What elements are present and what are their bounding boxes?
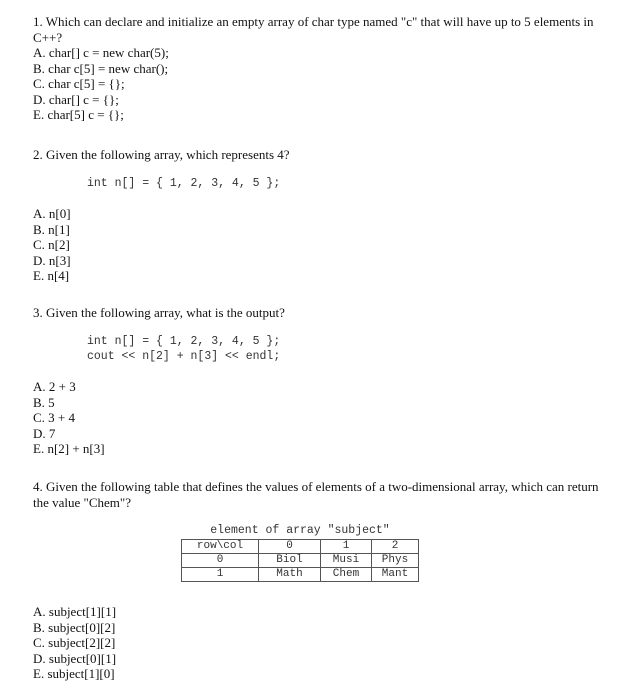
option-2e: E. n[4] bbox=[33, 268, 70, 283]
table-cell: 1 bbox=[182, 568, 259, 582]
option-2a: A. n[0] bbox=[33, 206, 71, 221]
option-4c: C. subject[2][2] bbox=[33, 635, 116, 650]
question-2-options bbox=[33, 206, 603, 284]
option-1a: A. char[] c = new char(5); bbox=[33, 45, 169, 60]
option-3c: C. 3 + 4 bbox=[33, 410, 76, 425]
table-caption: element of array "subject" bbox=[210, 524, 390, 537]
table-cell: Mant bbox=[372, 568, 419, 582]
question-2-options-block bbox=[33, 206, 603, 284]
question-1-text: 1. Which can declare and initialize an empty array of char type named "c" that will have up to 5 elements in C++? bbox=[33, 14, 594, 45]
option-3e: E. n[2] + n[3] bbox=[33, 441, 105, 456]
header-cell: 0 bbox=[259, 540, 321, 554]
option-3b: B. 5 bbox=[33, 394, 55, 410]
table-cell: Biol bbox=[259, 554, 321, 568]
table-header-row bbox=[182, 540, 419, 554]
option-1d: D. char[] c = {}; bbox=[33, 91, 119, 107]
header-cell: 2 bbox=[372, 540, 419, 554]
question-4-options-block bbox=[33, 604, 603, 682]
header-cell: row\col bbox=[182, 540, 259, 554]
table-cell: 0 bbox=[182, 554, 259, 568]
table-cell: Phys bbox=[372, 554, 419, 568]
question-2 bbox=[33, 147, 603, 163]
question-3-code-line-1: int n[] = { 1, 2, 3, 4, 5 }; bbox=[87, 335, 281, 348]
table-cell: Chem bbox=[321, 568, 372, 582]
header-cell: 1 bbox=[321, 540, 372, 554]
option-2b: B. n[1] bbox=[33, 221, 70, 237]
question-3-options bbox=[33, 379, 603, 457]
table-row bbox=[182, 554, 419, 568]
question-4 bbox=[33, 479, 603, 510]
option-3a: A. 2 + 3 bbox=[33, 379, 76, 394]
option-3d: D. 7 bbox=[33, 425, 56, 441]
option-1b: B. char c[5] = new char(); bbox=[33, 60, 169, 76]
question-3-code-line-2: cout << n[2] + n[3] << endl; bbox=[87, 350, 281, 363]
question-2-text: 2. Given the following array, which represents 4? bbox=[33, 147, 290, 162]
option-4b: B. subject[0][2] bbox=[33, 619, 116, 635]
table-cell: Math bbox=[259, 568, 321, 582]
question-2-code: int n[] = { 1, 2, 3, 4, 5 }; bbox=[87, 177, 281, 190]
question-4-text: 4. Given the following table that defines the values of elements of a two-dimensional array, which can return the value "Chem"? bbox=[33, 479, 599, 510]
question-3-options-block bbox=[33, 379, 603, 457]
option-4e: E. subject[1][0] bbox=[33, 666, 115, 681]
option-1c: C. char c[5] = {}; bbox=[33, 76, 125, 91]
question-4-options bbox=[33, 604, 603, 682]
table-row bbox=[182, 568, 419, 582]
option-4d: D. subject[0][1] bbox=[33, 650, 117, 666]
question-3-text: 3. Given the following array, what is the output? bbox=[33, 305, 285, 320]
subject-array-table bbox=[181, 524, 419, 582]
option-4a: A. subject[1][1] bbox=[33, 604, 117, 619]
option-2c: C. n[2] bbox=[33, 237, 70, 252]
question-3 bbox=[33, 305, 603, 321]
option-1e: E. char[5] c = {}; bbox=[33, 107, 124, 122]
table-cell: Musi bbox=[321, 554, 372, 568]
option-2d: D. n[3] bbox=[33, 252, 71, 268]
question-1-options bbox=[33, 45, 603, 123]
question-1 bbox=[33, 14, 603, 123]
